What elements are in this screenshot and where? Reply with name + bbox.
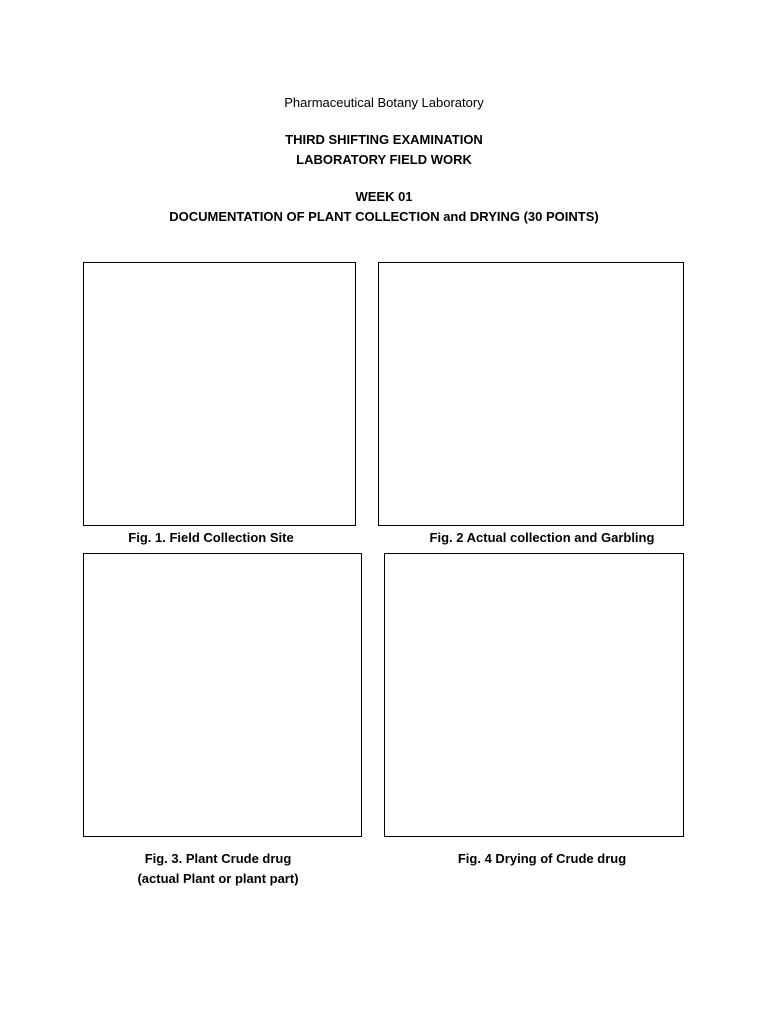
figure-2-photo-box [378, 262, 684, 526]
figure-3-photo-box [83, 553, 362, 837]
figure-2-caption: Fig. 2 Actual collection and Garbling [429, 530, 655, 545]
exam-title: THIRD SHIFTING EXAMINATION [285, 132, 483, 147]
week-label: WEEK 01 [355, 189, 413, 204]
figure-1-caption: Fig. 1. Field Collection Site [128, 530, 294, 545]
figure-4-caption: Fig. 4 Drying of Crude drug [457, 851, 627, 866]
exam-subtitle: LABORATORY FIELD WORK [296, 152, 472, 167]
figure-1-photo-box [83, 262, 356, 526]
figure-3-caption-line1: Fig. 3. Plant Crude drug [144, 851, 292, 866]
figure-4-photo-box [384, 553, 684, 837]
figure-3-caption-line2: (actual Plant or plant part) [137, 871, 299, 886]
lab-name: Pharmaceutical Botany Laboratory [284, 95, 484, 110]
topic-heading: DOCUMENTATION OF PLANT COLLECTION and DRYING (30 POINTS) [169, 209, 599, 224]
